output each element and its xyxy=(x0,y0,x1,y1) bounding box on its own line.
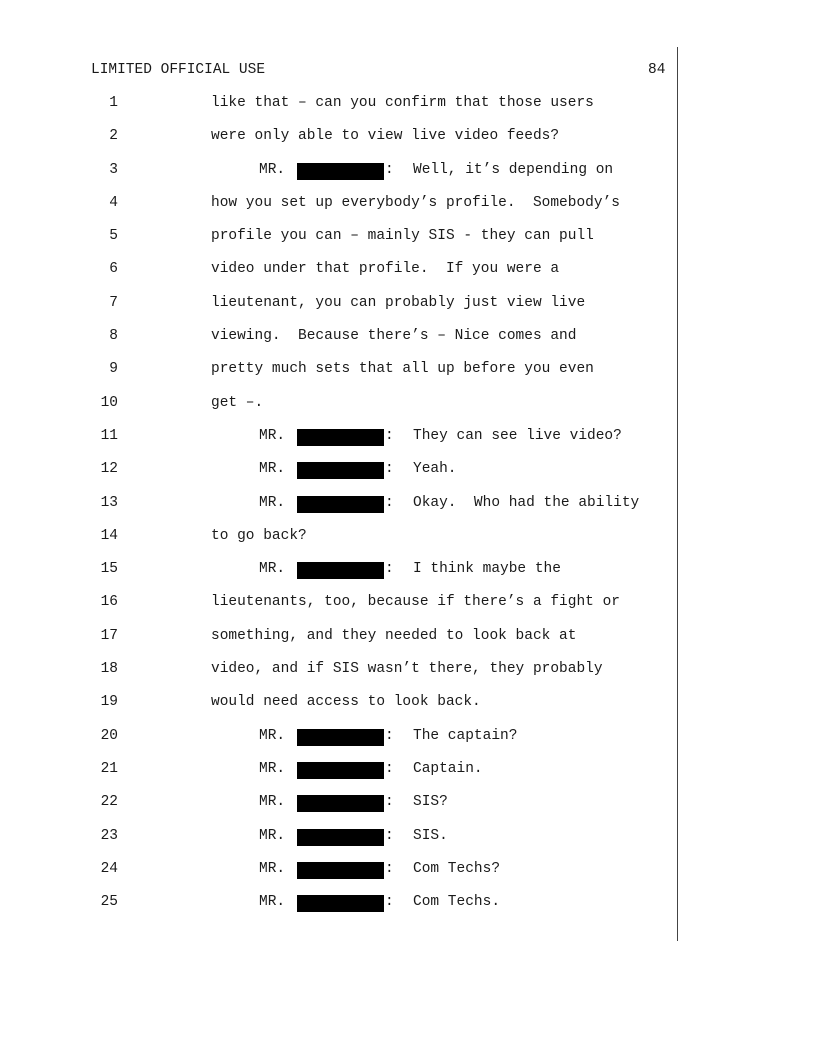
line-number: 12 xyxy=(100,461,118,478)
line-number: 15 xyxy=(100,561,118,578)
transcript-line xyxy=(0,694,680,727)
speech-text: SIS. xyxy=(413,827,448,844)
line-number: 5 xyxy=(109,228,118,245)
redaction-box xyxy=(297,829,384,846)
redaction-box xyxy=(297,762,384,779)
speaker-colon: : xyxy=(385,860,394,877)
redaction-box xyxy=(297,163,384,180)
transcript-line xyxy=(0,495,680,528)
redaction-box xyxy=(297,462,384,479)
line-number: 8 xyxy=(109,328,118,345)
line-number: 7 xyxy=(109,294,118,311)
line-number: 19 xyxy=(100,694,118,711)
speaker-prefix: MR. xyxy=(259,427,286,444)
speaker-prefix: MR. xyxy=(259,860,286,877)
line-text: video under that profile. If you were a xyxy=(211,261,560,278)
line-text: like that – can you confirm that those users xyxy=(211,95,594,111)
speaker-colon: : xyxy=(385,760,394,777)
line-number: 21 xyxy=(100,760,118,777)
line-number: 1 xyxy=(109,95,118,111)
speaker-prefix: MR. xyxy=(259,827,286,844)
transcript-line xyxy=(0,528,680,561)
speaker-colon: : xyxy=(385,794,394,811)
line-number: 14 xyxy=(100,527,118,544)
speaker-prefix: MR. xyxy=(259,494,286,511)
line-text: pretty much sets that all up before you even xyxy=(211,361,594,378)
speaker-prefix: MR. xyxy=(259,760,286,777)
speech-text: They can see live video? xyxy=(413,427,622,444)
line-number: 2 xyxy=(109,128,118,145)
line-number: 23 xyxy=(100,827,118,844)
transcript-line xyxy=(0,395,680,428)
speaker-prefix: MR. xyxy=(259,794,286,811)
speaker-colon: : xyxy=(385,494,394,511)
classification-header: LIMITED OFFICIAL USE xyxy=(91,62,266,78)
line-text: were only able to view live video feeds? xyxy=(211,128,560,145)
transcript-lines xyxy=(0,95,680,927)
speech-text: Okay. Who had the ability xyxy=(413,494,640,511)
speech-text: The captain? xyxy=(413,727,518,744)
speaker-colon: : xyxy=(385,894,394,911)
transcript-line xyxy=(0,428,680,461)
redaction-box xyxy=(297,795,384,812)
transcript-line xyxy=(0,195,680,228)
redaction-box xyxy=(297,429,384,446)
transcript-line xyxy=(0,828,680,861)
transcript-line xyxy=(0,128,680,161)
transcript-line xyxy=(0,628,680,661)
line-text: something, and they needed to look back at xyxy=(211,627,577,644)
line-text: lieutenant, you can probably just view live xyxy=(211,294,586,311)
line-number: 18 xyxy=(100,661,118,678)
speaker-prefix: MR. xyxy=(259,461,286,478)
line-number: 11 xyxy=(100,427,118,444)
transcript-line xyxy=(0,561,680,594)
line-number: 22 xyxy=(100,794,118,811)
line-number: 17 xyxy=(100,627,118,644)
transcript-line xyxy=(0,295,680,328)
line-text: get –. xyxy=(211,394,264,411)
transcript-line xyxy=(0,794,680,827)
transcript-line xyxy=(0,761,680,794)
transcript-line xyxy=(0,328,680,361)
speech-text: Well, it’s depending on xyxy=(413,161,614,178)
transcript-line xyxy=(0,228,680,261)
speaker-colon: : xyxy=(385,427,394,444)
speech-text: Yeah. xyxy=(413,461,457,478)
transcript-line xyxy=(0,594,680,627)
transcript-line xyxy=(0,461,680,494)
line-text: to go back? xyxy=(211,527,307,544)
page-number: 84 xyxy=(648,62,666,78)
line-number: 20 xyxy=(100,727,118,744)
line-text: how you set up everybody’s profile. Somebody’s xyxy=(211,194,620,211)
speech-text: I think maybe the xyxy=(413,561,561,578)
transcript-line xyxy=(0,661,680,694)
line-number: 13 xyxy=(100,494,118,511)
line-text: lieutenants, too, because if there’s a fight or xyxy=(211,594,620,611)
line-number: 9 xyxy=(109,361,118,378)
transcript-line xyxy=(0,261,680,294)
line-number: 3 xyxy=(109,161,118,178)
speech-text: SIS? xyxy=(413,794,448,811)
speech-text: Com Techs. xyxy=(413,894,501,911)
speech-text: Com Techs? xyxy=(413,860,501,877)
line-number: 10 xyxy=(100,394,118,411)
line-text: would need access to look back. xyxy=(211,694,481,711)
line-text: profile you can – mainly SIS - they can pull xyxy=(211,228,594,245)
line-text: video, and if SIS wasn’t there, they probably xyxy=(211,661,603,678)
transcript-line xyxy=(0,162,680,195)
speaker-prefix: MR. xyxy=(259,561,286,578)
line-number: 16 xyxy=(100,594,118,611)
speaker-colon: : xyxy=(385,561,394,578)
transcript-line xyxy=(0,728,680,761)
speaker-prefix: MR. xyxy=(259,727,286,744)
redaction-box xyxy=(297,862,384,879)
speaker-colon: : xyxy=(385,727,394,744)
transcript-line xyxy=(0,95,680,128)
line-text: viewing. Because there’s – Nice comes and xyxy=(211,328,577,345)
transcript-line xyxy=(0,361,680,394)
speaker-colon: : xyxy=(385,461,394,478)
redaction-box xyxy=(297,729,384,746)
transcript-line xyxy=(0,861,680,894)
line-number: 25 xyxy=(100,894,118,911)
speaker-prefix: MR. xyxy=(259,894,286,911)
line-number: 6 xyxy=(109,261,118,278)
speaker-prefix: MR. xyxy=(259,161,286,178)
transcript-line xyxy=(0,894,680,927)
speech-text: Captain. xyxy=(413,760,483,777)
redaction-box xyxy=(297,562,384,579)
line-number: 4 xyxy=(109,194,118,211)
speaker-colon: : xyxy=(385,161,394,178)
redaction-box xyxy=(297,895,384,912)
line-number: 24 xyxy=(100,860,118,877)
redaction-box xyxy=(297,496,384,513)
speaker-colon: : xyxy=(385,827,394,844)
